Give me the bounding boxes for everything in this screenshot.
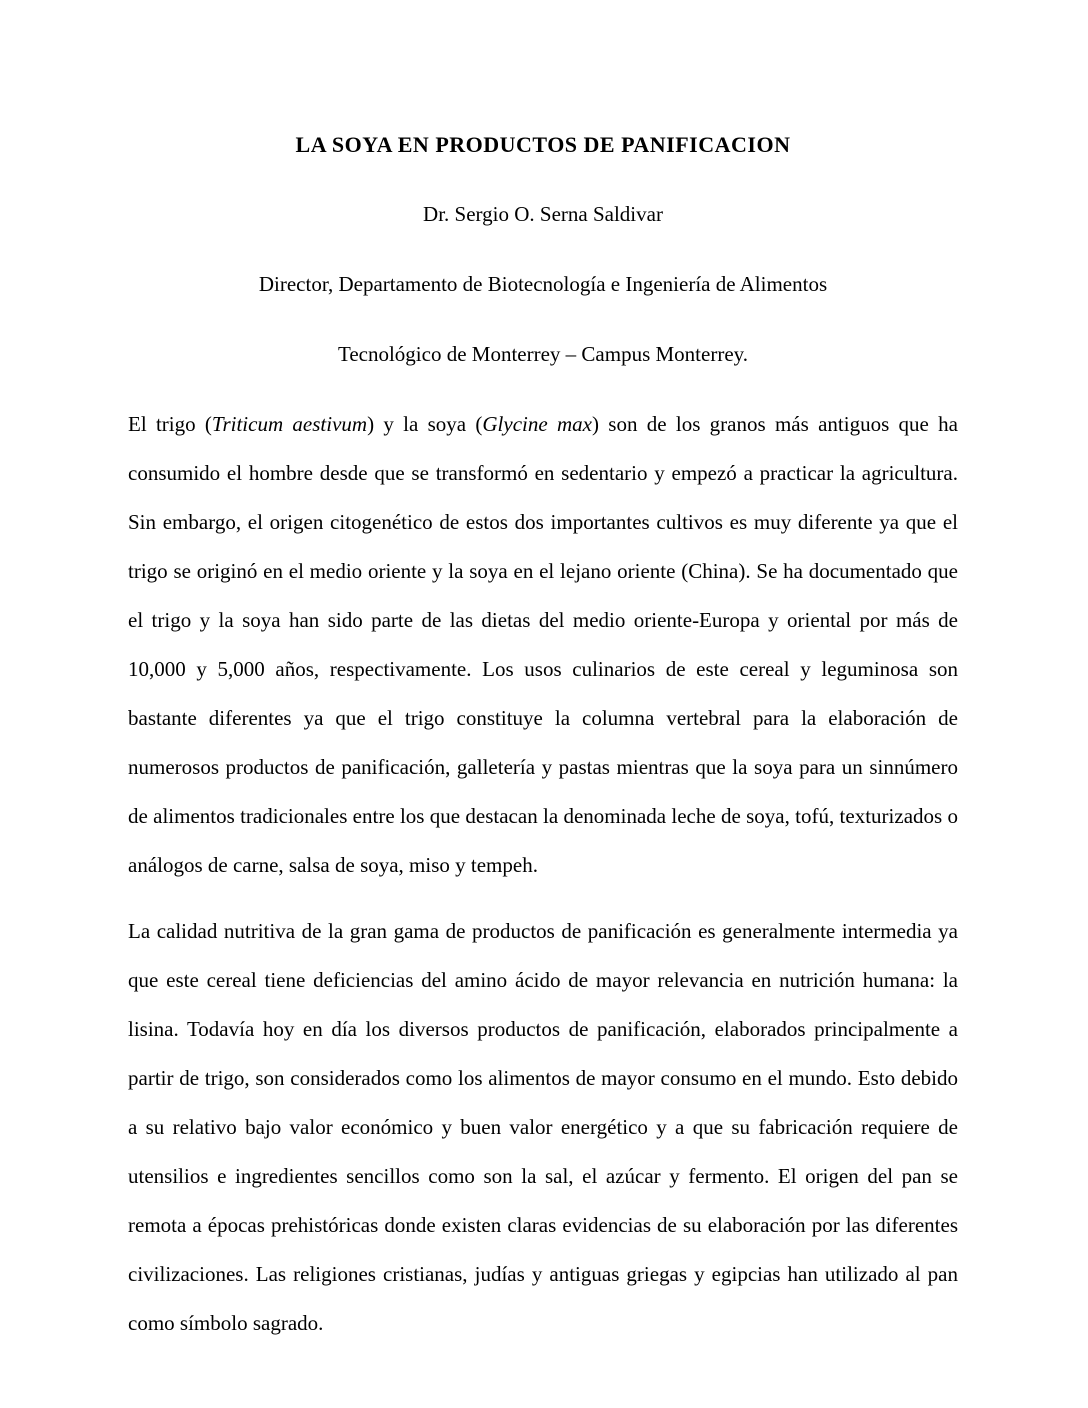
latin-name-text: Glycine max xyxy=(482,412,592,436)
author-line: Dr. Sergio O. Serna Saldivar xyxy=(423,202,663,226)
body-paragraph xyxy=(128,907,958,1348)
institution-line: Tecnológico de Monterrey – Campus Monterrey. xyxy=(337,342,749,366)
document-body xyxy=(128,400,958,1348)
paragraph-text: ) son de los granos más antiguos que ha consumido el hombre desde que se transformó en sedentario y empezó a practicar la agricultura. Sin embargo, el origen citogenético de estos dos importantes cultivos es muy diferente ya que el trigo se originó en el medio oriente y la soya en el lejano oriente (China). Se ha documentado que el trigo y la soya han sido parte de las dietas del medio oriente-Europa y oriental por más de 10,000 y 5,000 años, respectivamente. Los usos culinarios de este cereal y leguminosa son bastante diferentes ya que el trigo constituye la columna vertebral para la elaboración de numerosos productos de panificación, galletería y pastas mientras que la soya para un sinnúmero de alimentos tradicionales entre los que destacan la denominada leche de soya, tofú, texturizados o análogos de carne, salsa de soya, miso y tempeh. xyxy=(128,412,958,877)
document-title: LA SOYA EN PRODUCTOS DE PANIFICACION xyxy=(295,132,791,157)
latin-name-text: Triticum aestivum xyxy=(211,412,368,436)
paragraph-text: ) y la soya ( xyxy=(367,412,483,436)
paragraph-text: La calidad nutritiva de la gran gama de productos de panificación es generalmente intermedia ya que este cereal tiene deficiencias del amino ácido de mayor relevancia en nutrición humana: la lisina. Todavía hoy en día los diversos productos de panificación, elaborados principalmente a partir de trigo, son considerados como los alimentos de mayor consumo en el mundo. Esto debido a su relativo bajo valor económico y buen valor energético y a que su fabricación requiere de utensilios e ingredientes sencillos como son la sal, el azúcar y fermento. El origen del pan se remota a épocas prehistóricas donde existen claras evidencias de su elaboración por las diferentes civilizaciones. Las religiones cristianas, judías y antiguas griegas y egipcias han utilizado al pan como símbolo sagrado. xyxy=(128,919,958,1335)
body-paragraph xyxy=(128,400,958,890)
affiliation-line: Director, Departamento de Biotecnología e Ingeniería de Alimentos xyxy=(258,272,828,296)
paragraph-text: El trigo ( xyxy=(128,412,212,436)
